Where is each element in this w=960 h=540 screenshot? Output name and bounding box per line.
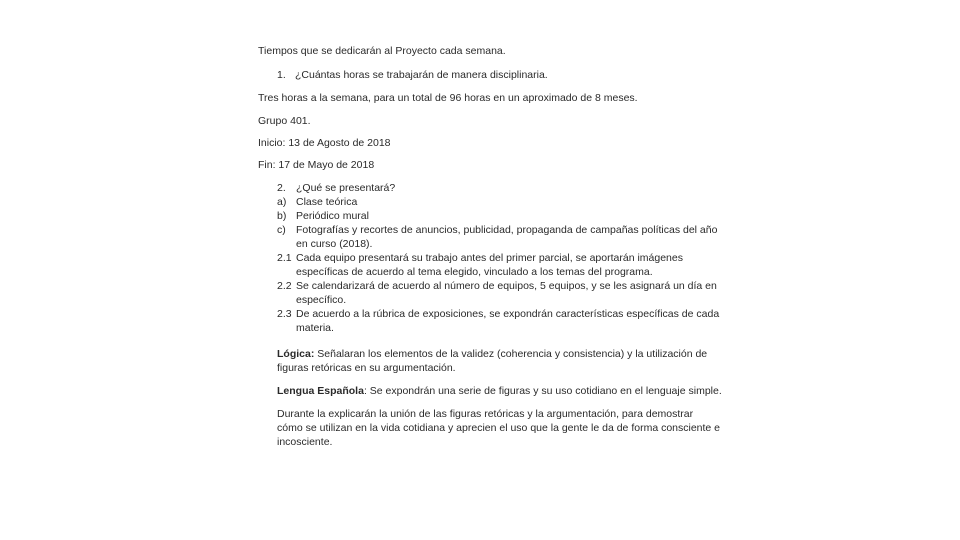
durante-paragraph bbox=[277, 407, 721, 449]
list-marker: 2. bbox=[277, 182, 286, 194]
list-item bbox=[277, 279, 717, 293]
list-item bbox=[277, 209, 707, 223]
list-text: Cada equipo presentará su trabajo antes del primer parcial, se aportarán imágenes bbox=[296, 252, 683, 264]
durante-line-3: incosciente. bbox=[277, 436, 333, 448]
list-item-continuation bbox=[277, 237, 707, 251]
question-1-text: ¿Cuántas horas se trabajarán de manera disciplinaria. bbox=[295, 69, 548, 81]
list-item bbox=[277, 251, 707, 265]
list-text: Fotografías y recortes de anuncios, publicidad, propaganda de campañas políticas del año bbox=[296, 224, 718, 236]
list-text: De acuerdo a la rúbrica de exposiciones, se expondrán características específicas de cada bbox=[296, 308, 720, 320]
lengua-label: Lengua Española bbox=[277, 385, 364, 397]
durante-line-2: cómo se utilizan en la vida cotidiana y aprecien el uso que la gente le da de forma consciente e bbox=[277, 422, 721, 434]
list-marker: a) bbox=[277, 196, 287, 208]
list-text: Clase teórica bbox=[296, 196, 358, 208]
list-text: en curso (2018). bbox=[296, 238, 373, 250]
logica-text-line-2: figuras retóricas en su argumentación. bbox=[277, 362, 456, 374]
lengua-text: : Se expondrán una serie de figuras y su uso cotidiano en el lenguaje simple. bbox=[363, 385, 722, 397]
durante-line-1: Durante la explicarán la unión de las figuras retóricas y la argumentación, para demostrar bbox=[277, 408, 694, 420]
list-marker: c) bbox=[277, 224, 286, 236]
list-item bbox=[277, 195, 707, 209]
list-item bbox=[277, 181, 707, 195]
start-date: Inicio: 13 de Agosto de 2018 bbox=[258, 137, 391, 149]
list-text: específicas de acuerdo al tema elegido, vinculado a los temas del programa. bbox=[296, 266, 653, 278]
list-item bbox=[277, 223, 718, 237]
list-marker: 2.3 bbox=[277, 308, 292, 320]
question-1 bbox=[277, 68, 548, 82]
logica-paragraph bbox=[277, 347, 717, 375]
list-item bbox=[277, 307, 720, 321]
list-marker: 2.1 bbox=[277, 252, 292, 264]
list-text: materia. bbox=[296, 322, 334, 334]
lengua-paragraph bbox=[277, 384, 722, 398]
list-text: específico. bbox=[296, 294, 347, 306]
question-1-number: 1. bbox=[277, 69, 286, 81]
list-marker: b) bbox=[277, 210, 287, 222]
list-text: Se calendarizará de acuerdo al número de equipos, 5 equipos, y se les asignará un día en bbox=[296, 280, 717, 292]
logica-label: Lógica: bbox=[277, 348, 315, 360]
list-text: Periódico mural bbox=[296, 210, 369, 222]
list-item-continuation bbox=[277, 265, 707, 279]
heading: Tiempos que se dedicarán al Proyecto cada semana. bbox=[258, 45, 506, 57]
logica-text-line-1: Señalaran los elementos de la validez (coherencia y consistencia) y la utilización de bbox=[314, 348, 708, 360]
end-date: Fin: 17 de Mayo de 2018 bbox=[258, 159, 375, 171]
hours-text: Tres horas a la semana, para un total de 96 horas en un aproximado de 8 meses. bbox=[258, 92, 638, 104]
list-item-continuation bbox=[277, 321, 707, 335]
list-item-continuation bbox=[277, 293, 707, 307]
list-text: ¿Qué se presentará? bbox=[296, 182, 396, 194]
presentation-list bbox=[277, 181, 720, 335]
list-marker: 2.2 bbox=[277, 280, 292, 292]
group-text: Grupo 401. bbox=[258, 115, 311, 127]
